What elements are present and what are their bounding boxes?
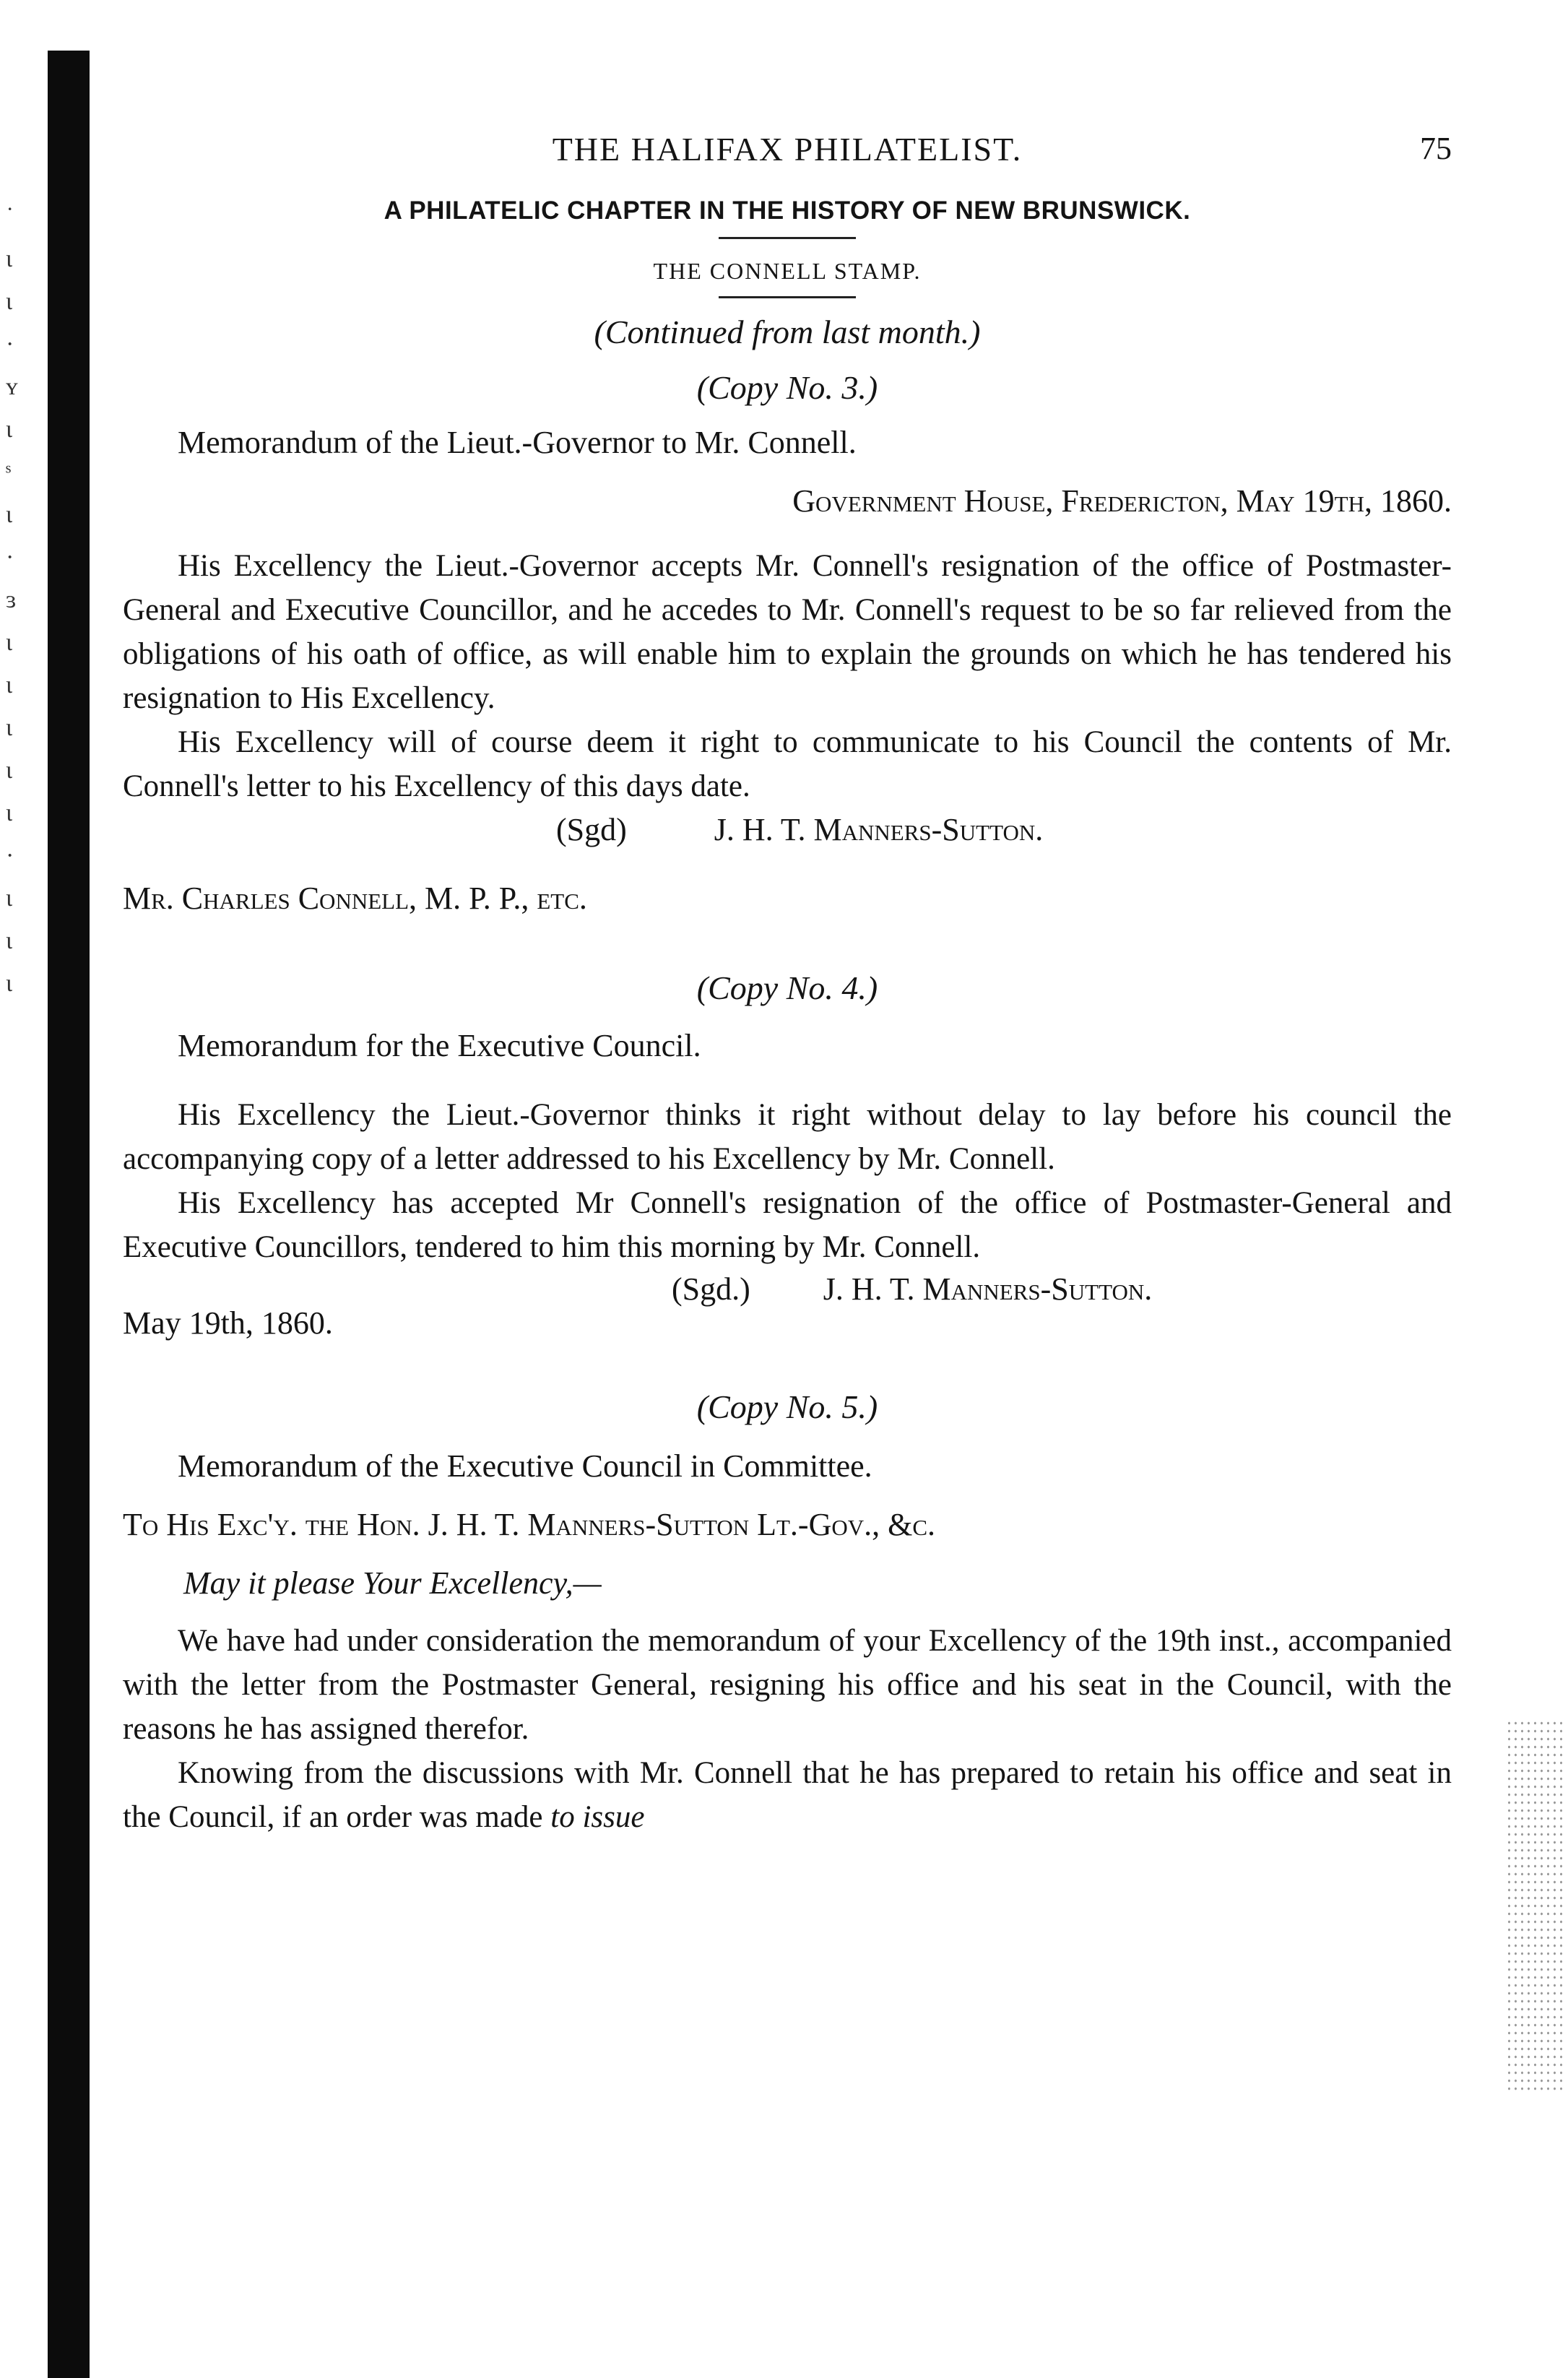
page-number: 75 [1420,131,1452,166]
sgd-label: (Sgd.) [672,1271,750,1307]
copy-5-address: To His Exc'y. the Hon. J. H. T. Manners-Sutton Lt.-Gov., &c. [123,1507,936,1542]
copy-3-paragraph-1: His Excellency the Lieut.-Governor accepts Mr. Connell's resignation of the office of Postmaster-General and Executive Councillor, and he accedes to Mr. Connell's request to be so far relieved from the obligations of his oath of office, as will enable him to explain the grounds on which he has tendered his resignation to His Excellency. [123,549,1452,715]
running-title: THE HALIFAX PHILATELIST. [552,131,1023,168]
article-subtitle: THE CONNELL STAMP. [653,258,922,284]
page-header [123,130,1452,188]
copy-4-heading: (Copy No. 4.) [696,969,878,1006]
page-edge-noise [1506,1719,1564,2095]
copy-3-memo-title: Memorandum of the Lieut.-Governor to Mr. Connell. [178,425,857,460]
copy-3-paragraph-2: His Excellency will of course deem it right to communicate to his Council the contents of Mr. Connell's letter to his Excellency of this days date. [123,725,1452,803]
copy-3-dateline: Government House, Fredericton, May 19th, 1860. [792,483,1452,519]
copy-4-date: May 19th, 1860. [123,1305,333,1341]
divider-rule [719,296,856,298]
copy-5-paragraph-1: We have had under consideration the memorandum of your Excellency of the 19th inst., accompanied with the letter from the Postmaster General, resigning his office and his seat in the Council, with the reasons he has assigned therefor. [123,1624,1452,1746]
signature: J. H. T. Manners-Sutton. [823,1271,1153,1307]
paragraph-italic-end: to issue [550,1800,645,1834]
margin-residue: ˙ ɩ ɩ · ʏ ɩ ˢ ɩ · ɜ ɩ ɩ ɩ ɩ ɩ · ɩ ɩ ɩ [6,203,18,997]
copy-5-memo-title: Memorandum of the Executive Council in Committee. [178,1448,872,1484]
paragraph-text: Knowing from the discussions with Mr. Connell that he has prepared to retain his office and seat in the Council, if an order was made [123,1756,1452,1834]
article-title: A PHILATELIC CHAPTER IN THE HISTORY OF NEW BRUNSWICK. [384,196,1191,225]
divider-rule [719,237,856,239]
copy-4-memo-title: Memorandum for the Executive Council. [178,1028,701,1063]
signature: J. H. T. Manners-Sutton. [714,812,1044,847]
copy-3-signature-line [123,811,1452,848]
copy-4-signature-line [123,1271,1452,1307]
copy-5-salutation: May it please Your Excellency,— [183,1565,602,1601]
continued-note: (Continued from last month.) [594,314,981,350]
sgd-label: (Sgd) [556,812,627,847]
copy-4-paragraph-1: His Excellency the Lieut.-Governor thinks it right without delay to lay before his council the accompanying copy of a letter addressed to his Excellency by Mr. Connell. [123,1098,1452,1176]
copy-5-heading: (Copy No. 5.) [696,1388,878,1425]
copy-3-heading: (Copy No. 3.) [696,369,878,406]
copy-3-addressee: Mr. Charles Connell, M. P. P., etc. [123,881,587,916]
copy-4-paragraph-2: His Excellency has accepted Mr Connell's resignation of the office of Postmaster-General and Executive Councillors, tendered to him this morning by Mr. Connell. [123,1186,1452,1264]
copy-5-paragraph-2 [123,1751,1452,1839]
binding-shadow [48,51,90,2378]
page-content [123,130,1452,1839]
